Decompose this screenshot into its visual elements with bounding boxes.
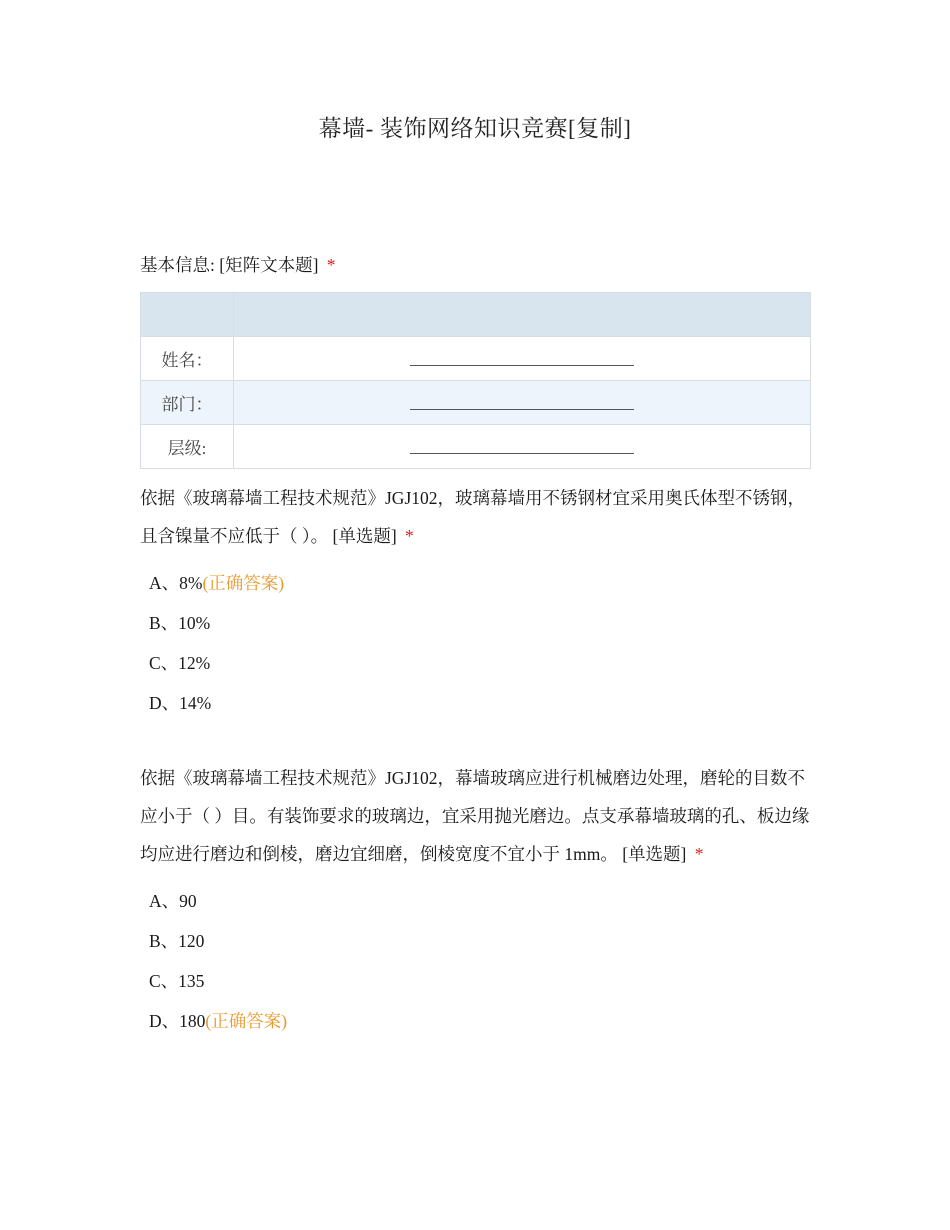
option-d[interactable] (149, 1001, 812, 1041)
option-c[interactable] (149, 961, 812, 1001)
option-text: A、8% (149, 573, 203, 593)
matrix-row-level (141, 425, 811, 469)
question-text (140, 759, 812, 873)
page-title: 幕墙- 装饰网络知识竞赛[复制] (318, 116, 632, 141)
blank-line[interactable] (410, 351, 634, 366)
option-b[interactable] (149, 603, 812, 643)
option-text: D、180 (149, 1011, 206, 1031)
level-field[interactable] (234, 425, 811, 469)
question-type: [矩阵文本题] (219, 255, 319, 275)
matrix-row-label: 姓名： (141, 337, 234, 381)
option-c[interactable] (149, 643, 812, 683)
question-body: 依据《玻璃幕墙工程技术规范》JGJ102，幕墙玻璃应进行机械磨边处理，磨轮的目数不应小于（ ）目。有装饰要求的玻璃边，宜采用抛光磨边。点支承幕墙玻璃的孔、板边缘均应进行磨边和倒棱，磨边宜细磨，倒棱宽度不宜小于 1mm。 (140, 768, 810, 864)
correct-answer-tag: (正确答案) (205, 1011, 288, 1031)
option-text: C、12% (149, 653, 211, 673)
question-1 (140, 479, 812, 723)
matrix-header-row (141, 293, 811, 337)
matrix-row-label: 层级: (141, 425, 234, 469)
question-2 (140, 759, 812, 1041)
option-a[interactable] (149, 563, 812, 603)
question-body: 依据《玻璃幕墙工程技术规范》JGJ102，玻璃幕墙用不锈钢材宜采用奥氏体型不锈钢，且含镍量不应低于（ ）。 (140, 488, 806, 546)
option-text: B、120 (149, 931, 205, 951)
correct-answer-tag: (正确答案) (202, 573, 285, 593)
matrix-row-department (141, 381, 811, 425)
blank-line[interactable] (410, 395, 634, 410)
matrix-row-label: 部门： (141, 381, 234, 425)
basic-info-label: 基本信息: (140, 255, 215, 275)
option-text: D、14% (149, 693, 212, 713)
department-field[interactable] (234, 381, 811, 425)
option-list (140, 563, 812, 723)
required-mark: * (326, 255, 336, 275)
basic-info-title (140, 246, 812, 284)
question-type: [单选题] (332, 526, 397, 546)
option-text: C、135 (149, 971, 205, 991)
blank-line[interactable] (410, 439, 634, 454)
option-b[interactable] (149, 921, 812, 961)
matrix-header-label (141, 293, 234, 337)
required-mark: * (405, 526, 414, 546)
question-text (140, 479, 812, 555)
option-text: A、90 (149, 891, 197, 911)
option-a[interactable] (149, 881, 812, 921)
option-d[interactable] (149, 683, 812, 723)
basic-info-matrix (140, 292, 811, 469)
basic-info-section (140, 246, 812, 469)
matrix-row-name (141, 337, 811, 381)
question-type: [单选题] (622, 844, 687, 864)
option-list (140, 881, 812, 1041)
matrix-header-input (234, 293, 811, 337)
required-mark: * (694, 844, 704, 864)
option-text: B、10% (149, 613, 211, 633)
name-field[interactable] (234, 337, 811, 381)
